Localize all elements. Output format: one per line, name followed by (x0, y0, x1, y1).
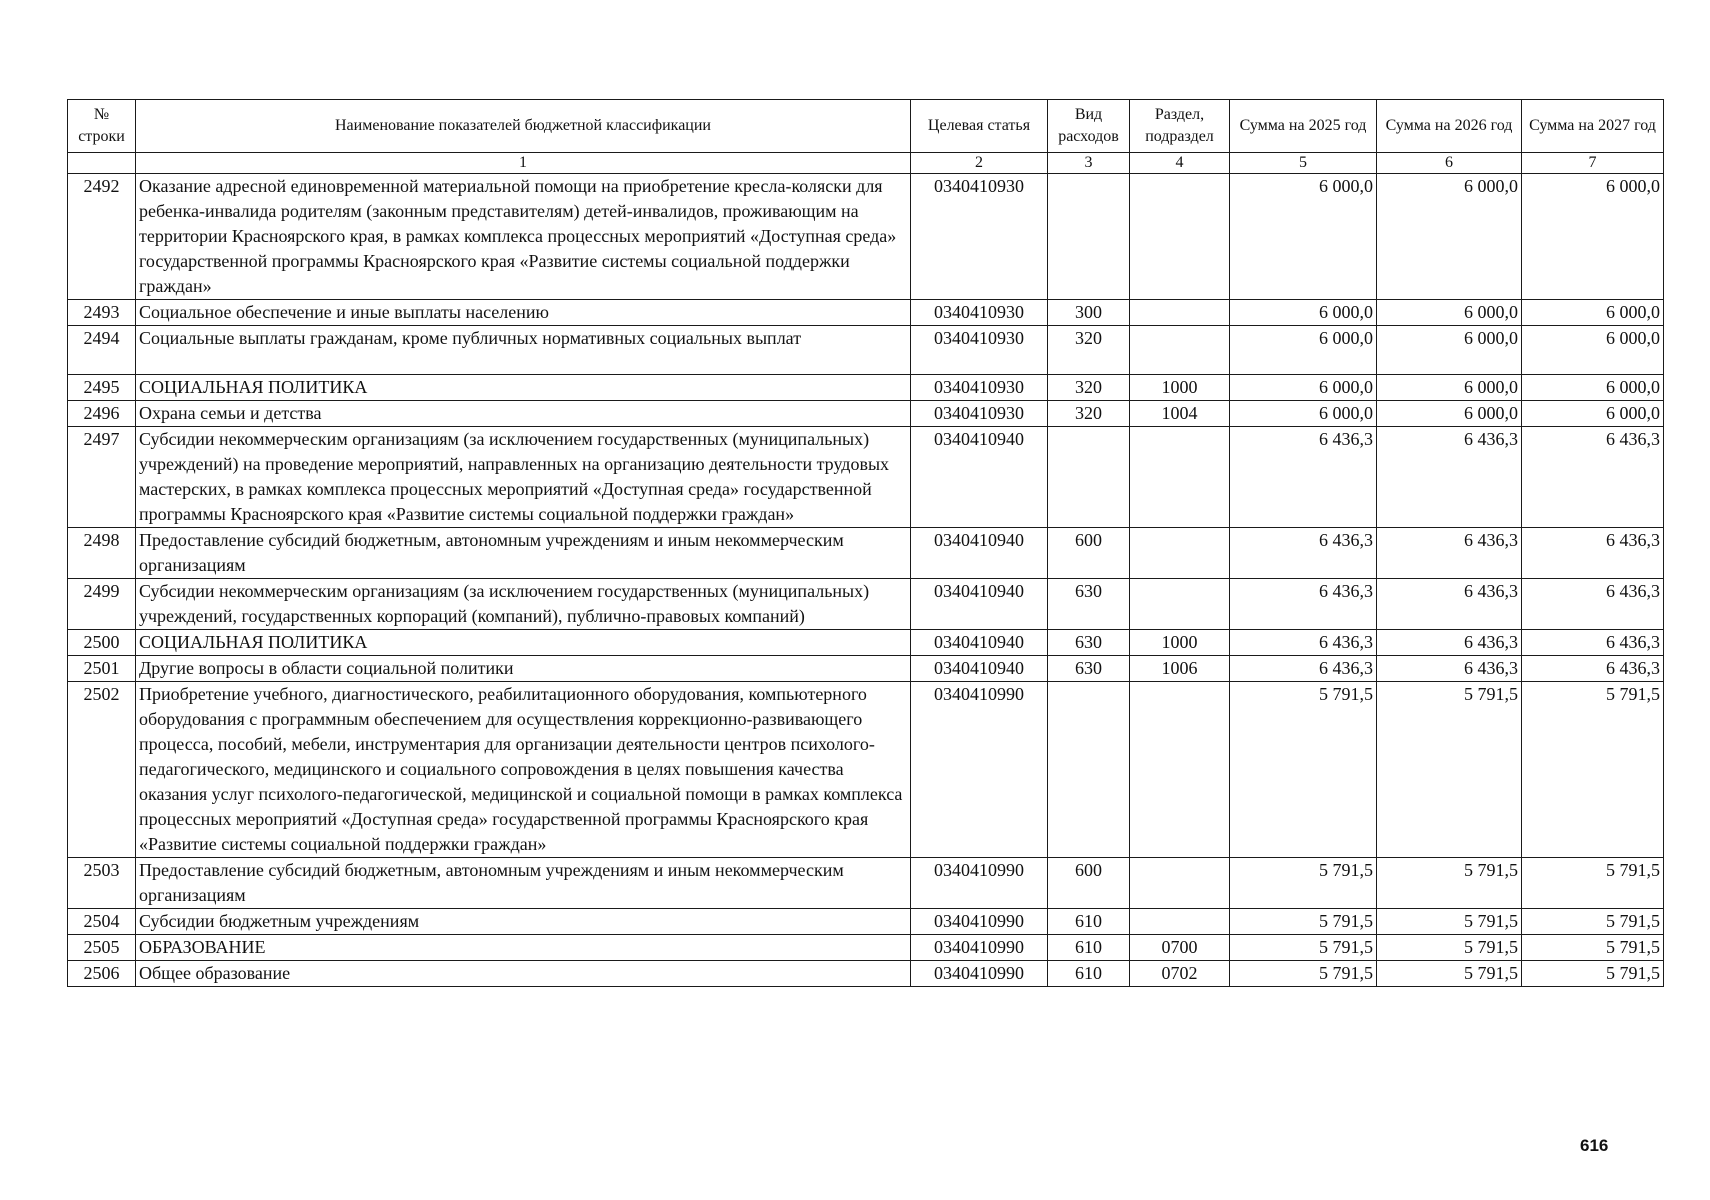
expense-type-code: 610 (1048, 935, 1130, 961)
header-sum-2026: Сумма на 2026 год (1377, 100, 1522, 153)
section-code (1130, 174, 1230, 300)
sum-2027: 6 000,0 (1522, 326, 1664, 375)
sum-2027: 5 791,5 (1522, 961, 1664, 987)
column-number: 2 (911, 153, 1048, 174)
row-name: Предоставление субсидий бюджетным, автономным учреждениям и иным некоммерческим организациям (136, 858, 911, 909)
row-number: 2494 (68, 326, 136, 375)
section-code: 1000 (1130, 375, 1230, 401)
row-number: 2500 (68, 630, 136, 656)
target-item-code: 0340410990 (911, 961, 1048, 987)
sum-2025: 6 000,0 (1230, 326, 1377, 375)
table-row (68, 961, 1664, 987)
table-row (68, 909, 1664, 935)
section-code (1130, 579, 1230, 630)
header-sum-2027: Сумма на 2027 год (1522, 100, 1664, 153)
target-item-code: 0340410990 (911, 682, 1048, 858)
sum-2025: 6 436,3 (1230, 630, 1377, 656)
sum-2026: 6 436,3 (1377, 630, 1522, 656)
row-number: 2499 (68, 579, 136, 630)
header-name: Наименование показателей бюджетной классификации (136, 100, 911, 153)
column-number: 6 (1377, 153, 1522, 174)
target-item-code: 0340410940 (911, 528, 1048, 579)
section-code (1130, 427, 1230, 528)
table-row (68, 656, 1664, 682)
target-item-code: 0340410990 (911, 935, 1048, 961)
expense-type-code: 320 (1048, 326, 1130, 375)
table-row (68, 682, 1664, 858)
section-code (1130, 300, 1230, 326)
expense-type-code: 610 (1048, 909, 1130, 935)
row-name: Субсидии некоммерческим организациям (за исключением государственных (муниципальных) учреждений) на проведение мероприятий, направленных на организацию деятельности трудовых мастерских, в рамках комплекса процессных мероприятий «Доступная среда» государственной программы Красноярского края «Развитие системы социальной поддержки граждан» (136, 427, 911, 528)
target-item-code: 0340410930 (911, 375, 1048, 401)
table-row (68, 427, 1664, 528)
section-code: 1000 (1130, 630, 1230, 656)
column-number: 4 (1130, 153, 1230, 174)
header-expense-type: Вид расходов (1048, 100, 1130, 153)
section-code: 0700 (1130, 935, 1230, 961)
row-name: ОБРАЗОВАНИЕ (136, 935, 911, 961)
sum-2025: 5 791,5 (1230, 909, 1377, 935)
expense-type-code (1048, 174, 1130, 300)
row-name: СОЦИАЛЬНАЯ ПОЛИТИКА (136, 630, 911, 656)
sum-2025: 5 791,5 (1230, 935, 1377, 961)
sum-2025: 6 000,0 (1230, 174, 1377, 300)
target-item-code: 0340410940 (911, 427, 1048, 528)
sum-2025: 5 791,5 (1230, 858, 1377, 909)
sum-2027: 6 000,0 (1522, 375, 1664, 401)
expense-type-code: 600 (1048, 858, 1130, 909)
column-number (68, 153, 136, 174)
sum-2026: 5 791,5 (1377, 858, 1522, 909)
target-item-code: 0340410990 (911, 858, 1048, 909)
sum-2026: 6 000,0 (1377, 174, 1522, 300)
sum-2025: 5 791,5 (1230, 961, 1377, 987)
table-row (68, 579, 1664, 630)
row-number: 2506 (68, 961, 136, 987)
sum-2026: 5 791,5 (1377, 682, 1522, 858)
sum-2025: 6 436,3 (1230, 656, 1377, 682)
target-item-code: 0340410940 (911, 630, 1048, 656)
expense-type-code: 320 (1048, 375, 1130, 401)
row-number: 2498 (68, 528, 136, 579)
sum-2027: 5 791,5 (1522, 935, 1664, 961)
target-item-code: 0340410930 (911, 174, 1048, 300)
row-number: 2492 (68, 174, 136, 300)
row-number: 2504 (68, 909, 136, 935)
row-name: Субсидии некоммерческим организациям (за исключением государственных (муниципальных) учреждений, государственных корпораций (компаний), публично-правовых компаний) (136, 579, 911, 630)
section-code (1130, 909, 1230, 935)
row-number: 2501 (68, 656, 136, 682)
section-code: 1004 (1130, 401, 1230, 427)
sum-2027: 6 000,0 (1522, 401, 1664, 427)
table-row (68, 174, 1664, 300)
table-header-row (68, 100, 1664, 153)
sum-2027: 6 436,3 (1522, 528, 1664, 579)
section-code (1130, 528, 1230, 579)
table-row (68, 326, 1664, 375)
row-name: Оказание адресной единовременной материальной помощи на приобретение кресла-коляски для ребенка-инвалида родителям (законным представителям) детей-инвалидов, проживающим на территории Красноярского края, в рамках комплекса процессных мероприятий «Доступная среда» государственной программы Красноярского края «Развитие системы социальной поддержки граждан» (136, 174, 911, 300)
target-item-code: 0340410930 (911, 300, 1048, 326)
section-code (1130, 858, 1230, 909)
row-name: Предоставление субсидий бюджетным, автономным учреждениям и иным некоммерческим организациям (136, 528, 911, 579)
sum-2026: 6 000,0 (1377, 375, 1522, 401)
expense-type-code: 320 (1048, 401, 1130, 427)
row-name: Приобретение учебного, диагностического, реабилитационного оборудования, компьютерного оборудования с программным обеспечением для осуществления коррекционно-развивающего процесса, пособий, мебели, инструментария для организации деятельности центров психолого-педагогического, медицинского и социального сопровождения в целях повышения качества оказания услуг психолого-педагогической, медицинской и социальной помощи в рамках комплекса процессных мероприятий «Доступная среда» государственной программы Красноярского края «Развитие системы социальной поддержки граждан» (136, 682, 911, 858)
sum-2025: 5 791,5 (1230, 682, 1377, 858)
sum-2026: 5 791,5 (1377, 935, 1522, 961)
sum-2025: 6 000,0 (1230, 401, 1377, 427)
sum-2027: 6 000,0 (1522, 174, 1664, 300)
table-row (68, 630, 1664, 656)
column-number: 3 (1048, 153, 1130, 174)
expense-type-code: 300 (1048, 300, 1130, 326)
sum-2027: 5 791,5 (1522, 682, 1664, 858)
expense-type-code: 630 (1048, 656, 1130, 682)
row-number: 2503 (68, 858, 136, 909)
sum-2027: 5 791,5 (1522, 909, 1664, 935)
sum-2025: 6 436,3 (1230, 528, 1377, 579)
expense-type-code (1048, 427, 1130, 528)
row-number: 2505 (68, 935, 136, 961)
sum-2027: 6 000,0 (1522, 300, 1664, 326)
sum-2026: 6 436,3 (1377, 427, 1522, 528)
target-item-code: 0340410930 (911, 326, 1048, 375)
row-number: 2496 (68, 401, 136, 427)
sum-2027: 5 791,5 (1522, 858, 1664, 909)
section-code: 0702 (1130, 961, 1230, 987)
sum-2026: 6 436,3 (1377, 579, 1522, 630)
header-row-number: № строки (68, 100, 136, 153)
sum-2026: 5 791,5 (1377, 909, 1522, 935)
row-number: 2502 (68, 682, 136, 858)
sum-2027: 6 436,3 (1522, 630, 1664, 656)
column-number: 7 (1522, 153, 1664, 174)
row-name: СОЦИАЛЬНАЯ ПОЛИТИКА (136, 375, 911, 401)
sum-2027: 6 436,3 (1522, 579, 1664, 630)
table-row (68, 300, 1664, 326)
sum-2026: 5 791,5 (1377, 961, 1522, 987)
table-row (68, 528, 1664, 579)
row-name: Социальное обеспечение и иные выплаты населению (136, 300, 911, 326)
header-section: Раздел, подраздел (1130, 100, 1230, 153)
target-item-code: 0340410940 (911, 579, 1048, 630)
row-name: Охрана семьи и детства (136, 401, 911, 427)
target-item-code: 0340410930 (911, 401, 1048, 427)
column-number: 5 (1230, 153, 1377, 174)
section-code (1130, 682, 1230, 858)
sum-2026: 6 436,3 (1377, 528, 1522, 579)
expense-type-code: 630 (1048, 579, 1130, 630)
sum-2025: 6 000,0 (1230, 300, 1377, 326)
section-code (1130, 326, 1230, 375)
row-number: 2497 (68, 427, 136, 528)
section-code: 1006 (1130, 656, 1230, 682)
sum-2026: 6 000,0 (1377, 300, 1522, 326)
expense-type-code: 630 (1048, 630, 1130, 656)
row-name: Субсидии бюджетным учреждениям (136, 909, 911, 935)
sum-2025: 6 000,0 (1230, 375, 1377, 401)
page-number: 616 (1580, 1136, 1609, 1155)
column-number: 1 (136, 153, 911, 174)
header-target-item: Целевая статья (911, 100, 1048, 153)
row-name: Социальные выплаты гражданам, кроме публичных нормативных социальных выплат (136, 326, 911, 375)
table-row (68, 858, 1664, 909)
budget-table (67, 99, 1664, 987)
row-name: Общее образование (136, 961, 911, 987)
sum-2027: 6 436,3 (1522, 427, 1664, 528)
expense-type-code: 600 (1048, 528, 1130, 579)
sum-2026: 6 436,3 (1377, 656, 1522, 682)
sum-2026: 6 000,0 (1377, 326, 1522, 375)
table-row (68, 401, 1664, 427)
expense-type-code (1048, 682, 1130, 858)
sum-2026: 6 000,0 (1377, 401, 1522, 427)
target-item-code: 0340410940 (911, 656, 1048, 682)
row-number: 2493 (68, 300, 136, 326)
target-item-code: 0340410990 (911, 909, 1048, 935)
sum-2025: 6 436,3 (1230, 427, 1377, 528)
expense-type-code: 610 (1048, 961, 1130, 987)
header-sum-2025: Сумма на 2025 год (1230, 100, 1377, 153)
table-row (68, 375, 1664, 401)
table-row (68, 935, 1664, 961)
sum-2027: 6 436,3 (1522, 656, 1664, 682)
sum-2025: 6 436,3 (1230, 579, 1377, 630)
row-name: Другие вопросы в области социальной политики (136, 656, 911, 682)
row-number: 2495 (68, 375, 136, 401)
column-number-row (68, 153, 1664, 174)
